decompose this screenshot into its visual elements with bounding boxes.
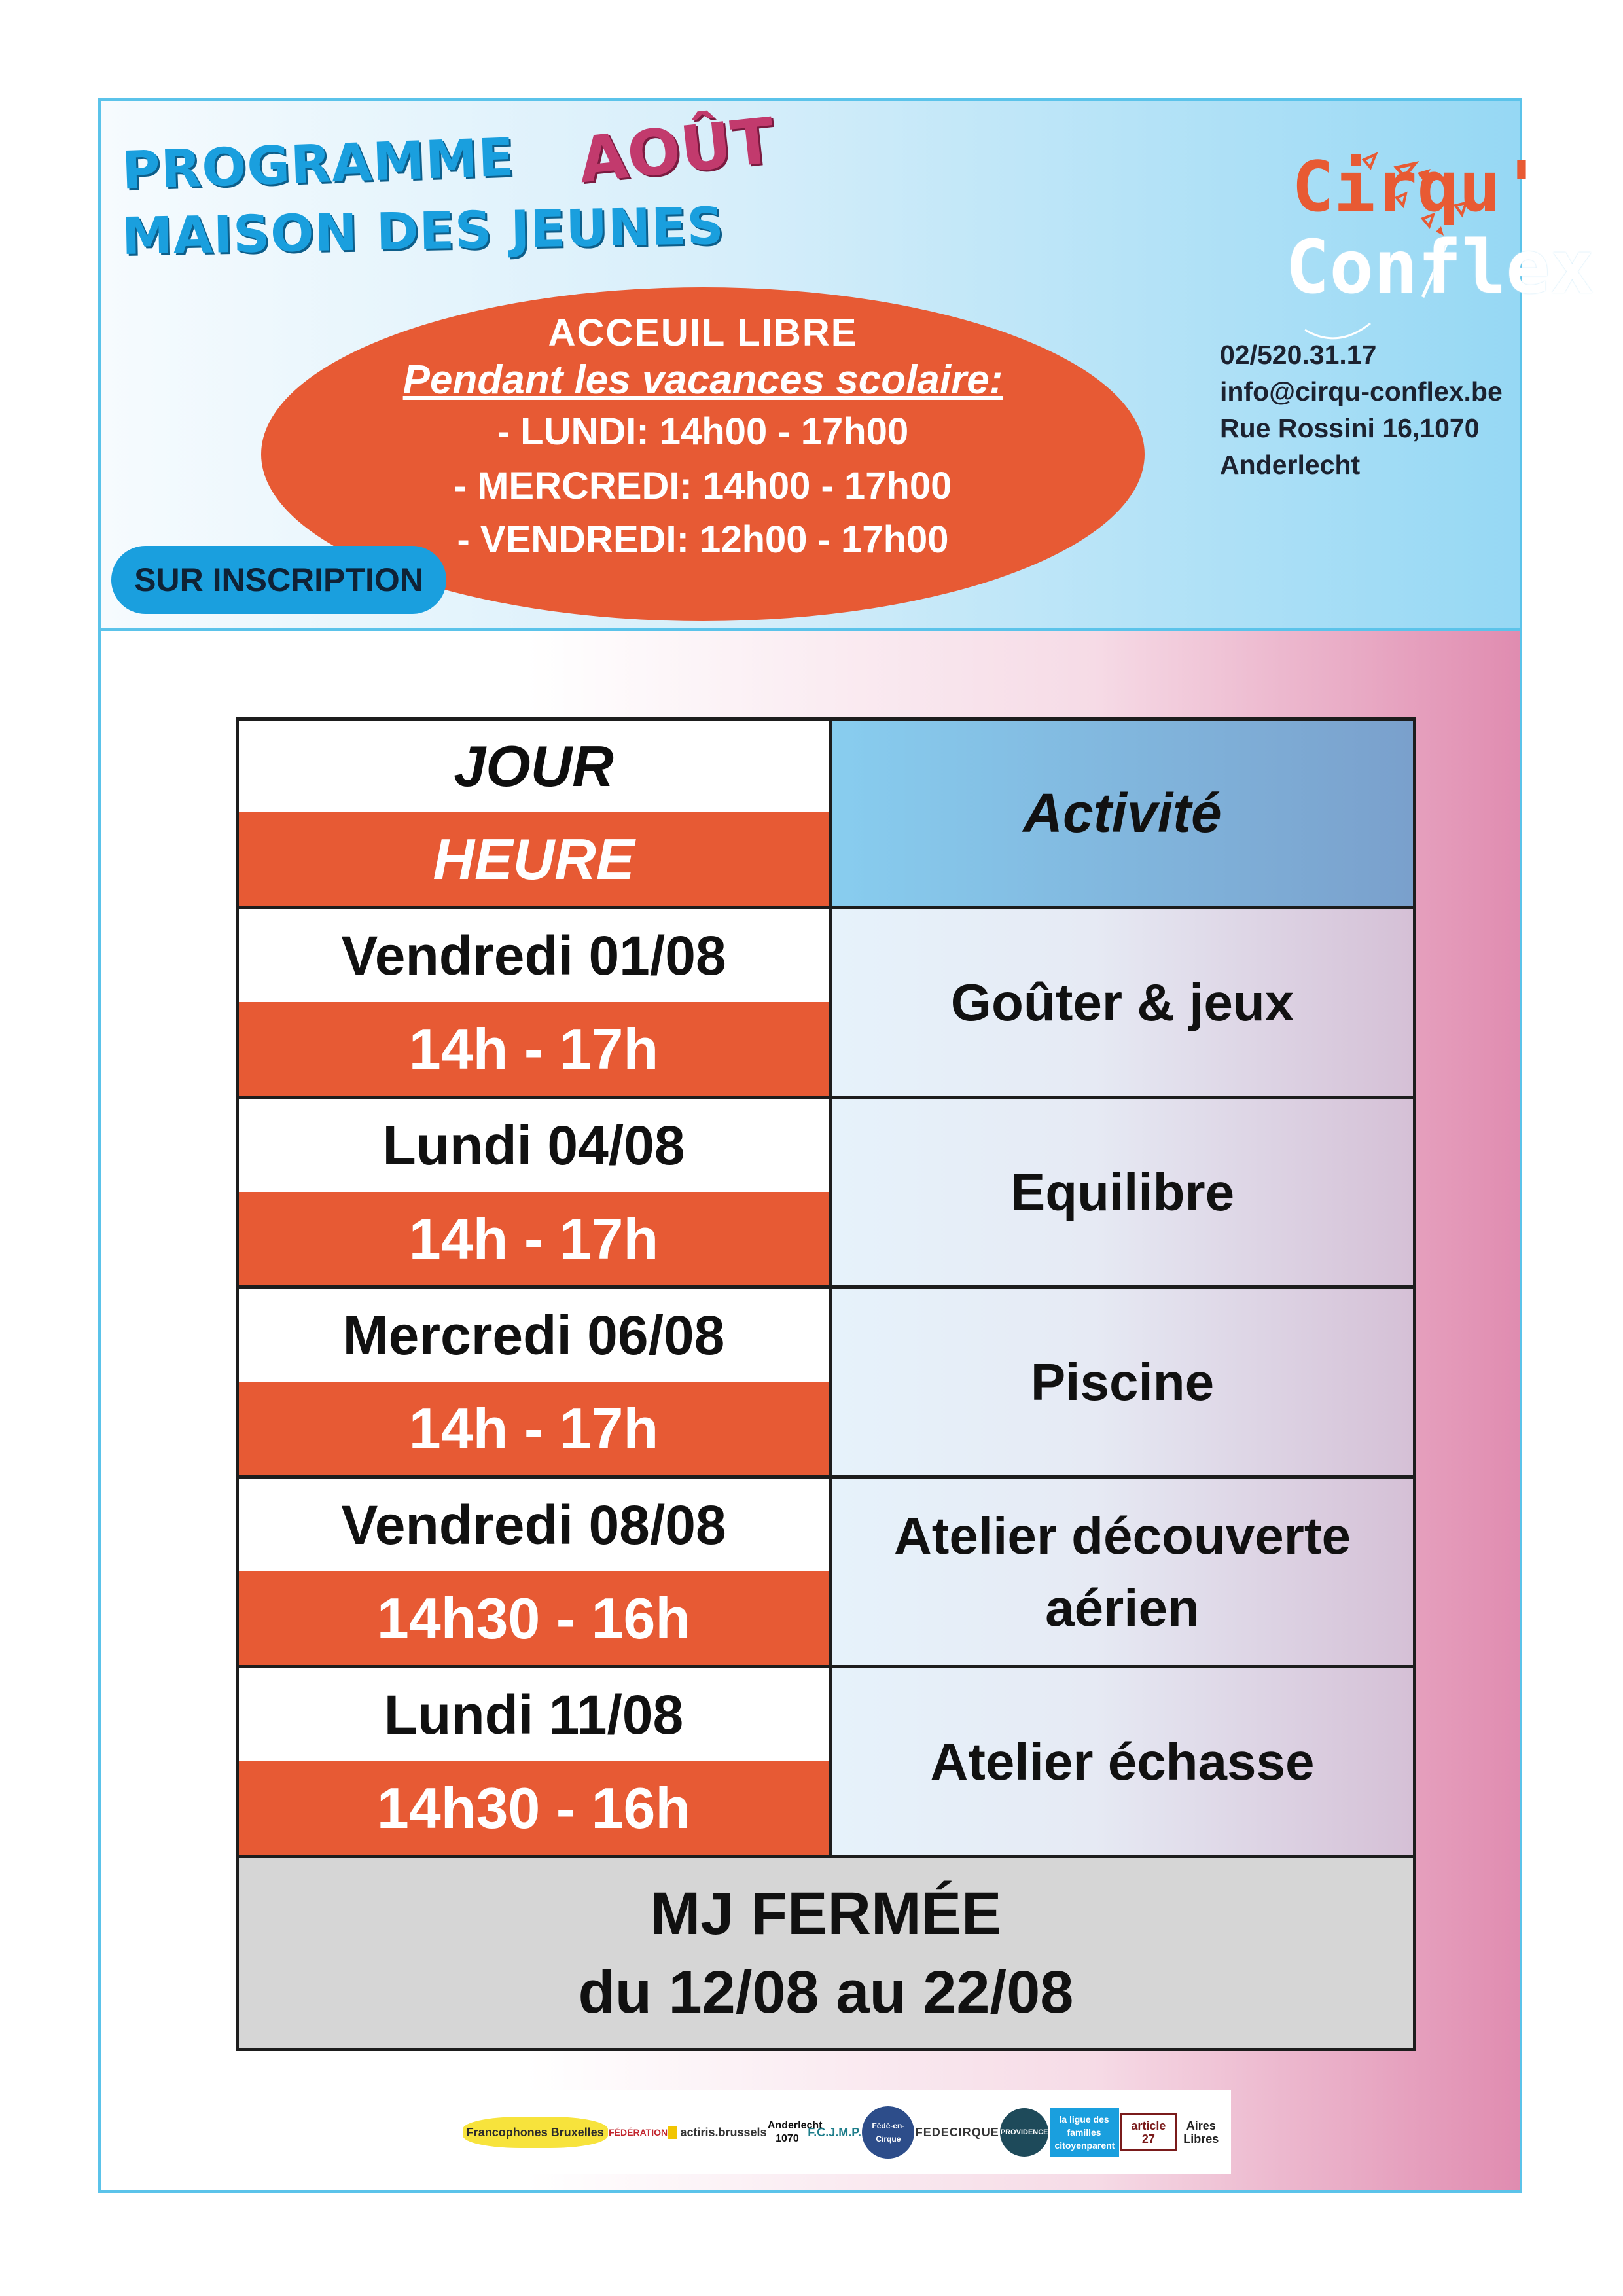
logo-text-conflex: Conflex: [1285, 225, 1595, 310]
row-day: Mercredi 06/08: [238, 1287, 830, 1382]
closure-notice: [238, 1857, 1415, 2050]
poster-frame: [98, 98, 1595, 2193]
row-day: Vendredi 01/08: [238, 908, 830, 1003]
sponsor-logo: article 27: [1120, 2113, 1177, 2151]
accueil-text: [261, 310, 1145, 567]
header: [101, 101, 1595, 631]
closure-dates: du 12/08 au 22/08: [578, 1959, 1074, 2026]
header-activite: Activité: [830, 719, 1415, 908]
month-title: AOÛT: [575, 103, 778, 198]
accueil-subtitle: Pendant les vacances scolaire:: [402, 357, 1003, 403]
header-jour: JOUR: [238, 719, 830, 813]
row-day: Lundi 11/08: [238, 1667, 830, 1762]
sponsor-logo: actiris.brussels: [668, 2126, 766, 2139]
schedule-table: [236, 717, 1416, 2051]
row-activity: Goûter & jeux: [830, 908, 1415, 1098]
sponsor-logo: Francophones Bruxelles: [463, 2117, 608, 2148]
sponsor-logo: F.C.J.M.P.: [808, 2126, 861, 2139]
sponsor-logo: FÉDÉRATION: [609, 2127, 668, 2138]
row-activity: Piscine: [830, 1287, 1415, 1477]
sponsor-logo: Fédé-en-Cirque: [862, 2106, 914, 2159]
row-activity: Atelier découverte aérien: [830, 1477, 1415, 1667]
row-day: Lundi 04/08: [238, 1098, 830, 1193]
contact-info: [1220, 336, 1503, 483]
accueil-title: ACCEUIL LIBRE: [548, 312, 858, 354]
sponsor-logos: [455, 2090, 1231, 2174]
closure-title: MJ FERMÉE: [650, 1880, 1002, 1947]
row-activity: Atelier échasse: [830, 1667, 1415, 1857]
row-activity: Equilibre: [830, 1098, 1415, 1287]
accueil-line-lundi: - LUNDI: 14h00 - 17h00: [497, 410, 909, 453]
header-heure: HEURE: [238, 812, 830, 908]
row-day: Vendredi 08/08: [238, 1477, 830, 1572]
logo-text-cirqu: Cirqu': [1292, 147, 1543, 227]
sponsor-logo: FEDECIRQUE: [915, 2126, 999, 2139]
contact-address-line1: Rue Rossini 16,1070: [1220, 413, 1480, 443]
contact-email: info@cirqu-conflex.be: [1220, 376, 1503, 406]
row-time: 14h30 - 16h: [238, 1571, 830, 1667]
sponsor-logo: Aires Libres: [1183, 2119, 1219, 2145]
contact-phone: 02/520.31.17: [1220, 340, 1377, 370]
row-time: 14h - 17h: [238, 1002, 830, 1098]
inscription-badge: SUR INSCRIPTION: [111, 546, 446, 614]
row-time: 14h30 - 16h: [238, 1761, 830, 1857]
sponsor-logo: Anderlecht 1070: [767, 2120, 823, 2144]
sponsor-logo: la ligue des familles citoyenparent: [1050, 2108, 1119, 2157]
title-maison-des-jeunes: MAISON DES JEUNES: [121, 196, 725, 267]
contact-address-line2: Anderlecht: [1220, 450, 1361, 480]
sponsor-logo: PROVIDENCE: [1000, 2108, 1048, 2157]
row-time: 14h - 17h: [238, 1382, 830, 1477]
accueil-line-vendredi: - VENDREDI: 12h00 - 17h00: [457, 518, 949, 561]
accueil-line-mercredi: - MERCREDI: 14h00 - 17h00: [454, 465, 952, 507]
row-time: 14h - 17h: [238, 1192, 830, 1287]
title-programme: PROGRAMME: [120, 126, 516, 202]
